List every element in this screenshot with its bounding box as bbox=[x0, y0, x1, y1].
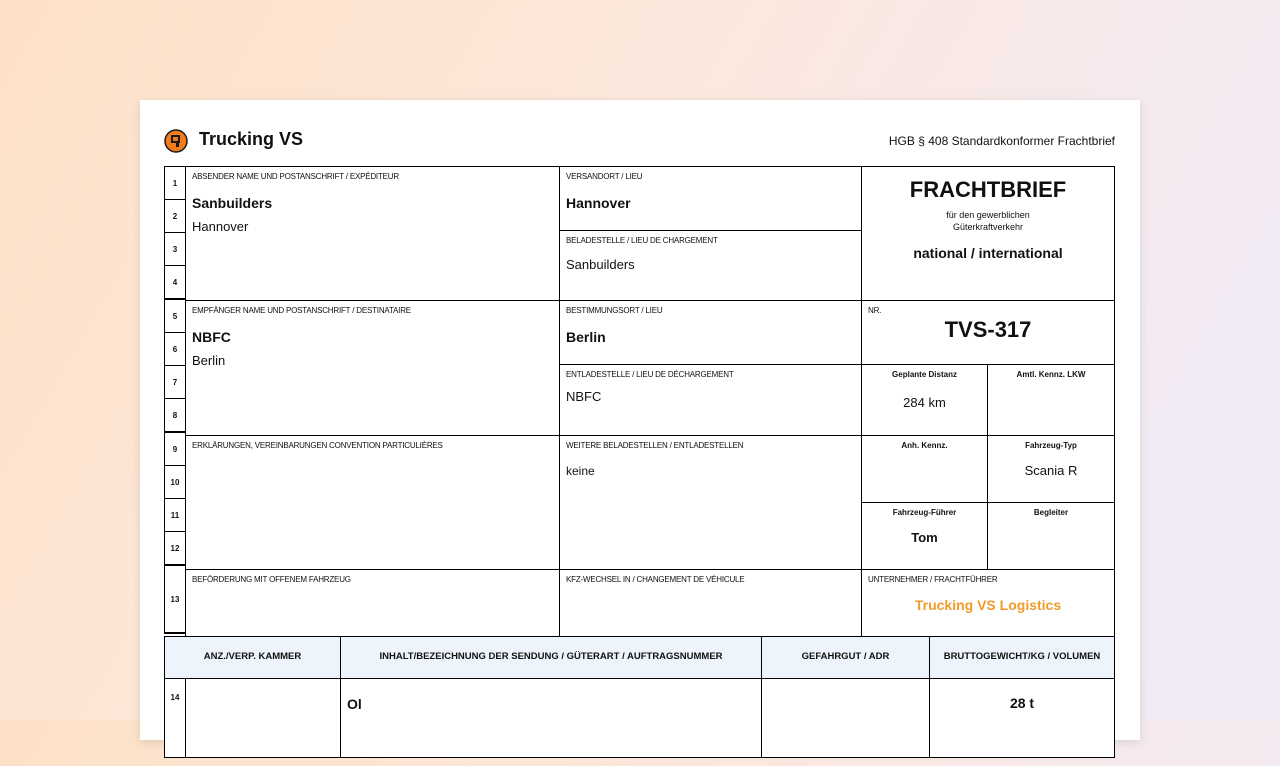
shipping-place-label: VERSANDORT / LIEU bbox=[566, 172, 643, 181]
driver-field[interactable] bbox=[861, 502, 988, 570]
vehicle-type-label: Fahrzeug-Typ bbox=[1025, 441, 1077, 450]
standard-compliance-text: HGB § 408 Standardkonformer Frachtbrief bbox=[888, 134, 1115, 148]
trailer-plate-label: Anh. Kennz. bbox=[901, 441, 948, 450]
waybill-number-field[interactable] bbox=[861, 300, 1115, 365]
row-number: 13 bbox=[165, 565, 186, 633]
row-number: 5 bbox=[165, 299, 186, 333]
column-header-count: ANZ./VERP. KAMMER bbox=[164, 636, 341, 679]
waybill-document bbox=[140, 100, 1140, 740]
waybill-form bbox=[164, 166, 1115, 766]
unloading-place-label: ENTLADESTELLE / LIEU DE DÉCHARGEMENT bbox=[566, 370, 734, 379]
truck-plate-field[interactable] bbox=[987, 364, 1115, 436]
subtitle-line-1: für den gewerblichen bbox=[946, 210, 1030, 220]
subtitle-line-2: Güterkraftverkehr bbox=[952, 222, 1024, 232]
vehicle-change-label: KFZ-WECHSEL IN / CHANGEMENT DE VÉHICULE bbox=[566, 575, 745, 584]
count-cell[interactable] bbox=[185, 678, 341, 758]
sender-name: Sanbuilders bbox=[192, 195, 273, 211]
waybill-scope: national / international bbox=[913, 245, 1063, 261]
planned-distance-value: 284 km bbox=[903, 395, 946, 410]
destination-field[interactable] bbox=[559, 300, 862, 365]
row-number: 7 bbox=[165, 366, 186, 399]
row-number: 12 bbox=[165, 532, 186, 566]
row-number: 6 bbox=[165, 333, 186, 366]
unloading-place-value: NBFC bbox=[566, 389, 602, 404]
row-number: 2 bbox=[165, 200, 186, 233]
brand-name: Trucking VS bbox=[199, 129, 304, 149]
open-vehicle-label: BEFÖRDERUNG MIT OFFENEM FAHRZEUG bbox=[192, 575, 351, 584]
column-header-hazard: GEFAHRGUT / ADR bbox=[761, 636, 930, 679]
recipient-city: Berlin bbox=[192, 353, 226, 368]
sender-label: ABSENDER NAME UND POSTANSCHRIFT / EXPÉDITEUR bbox=[192, 172, 399, 181]
column-header-content: INHALT/BEZEICHNUNG DER SENDUNG / GÜTERART / AUFTRAGSNUMMER bbox=[340, 636, 762, 679]
vehicle-change-field[interactable] bbox=[559, 569, 862, 637]
trailer-plate-field[interactable] bbox=[861, 435, 988, 503]
planned-distance-label: Geplante Distanz bbox=[892, 370, 957, 379]
sender-city: Hannover bbox=[192, 219, 249, 234]
row-number: 4 bbox=[165, 266, 186, 300]
unloading-place-field[interactable] bbox=[559, 364, 862, 436]
truck-logo-icon bbox=[164, 129, 188, 153]
row-number: 8 bbox=[165, 399, 186, 433]
recipient-label: EMPFÄNGER NAME UND POSTANSCHRIFT / DESTINATAIRE bbox=[192, 306, 411, 315]
truck-plate-label: Amtl. Kennz. LKW bbox=[1016, 370, 1086, 379]
shipping-place-field[interactable] bbox=[559, 166, 862, 231]
vehicle-type-value: Scania R bbox=[1024, 463, 1078, 478]
content-cell[interactable] bbox=[340, 678, 762, 758]
recipient-name: NBFC bbox=[192, 329, 231, 345]
driver-label: Fahrzeug-Führer bbox=[892, 508, 957, 517]
content-value: Ol bbox=[347, 696, 362, 712]
further-stops-value: keine bbox=[566, 464, 595, 478]
carrier-field[interactable] bbox=[861, 569, 1115, 637]
vehicle-type-field[interactable] bbox=[987, 435, 1115, 503]
weight-cell[interactable] bbox=[929, 678, 1115, 758]
document-header bbox=[164, 128, 1115, 154]
loading-place-value: Sanbuilders bbox=[566, 257, 635, 272]
row-number-cell bbox=[164, 678, 186, 758]
driver-value: Tom bbox=[911, 530, 938, 545]
waybill-number-label: NR. bbox=[868, 306, 882, 315]
carrier-label: UNTERNEHMER / FRACHTFÜHRER bbox=[868, 575, 998, 584]
loading-place-label: BELADESTELLE / LIEU DE CHARGEMENT bbox=[566, 236, 718, 245]
loading-place-field[interactable] bbox=[559, 230, 862, 301]
row-number-column bbox=[164, 166, 186, 634]
waybill-title: FRACHTBRIEF bbox=[909, 177, 1067, 202]
waybill-number-value: TVS-317 bbox=[944, 317, 1032, 342]
open-vehicle-field[interactable] bbox=[185, 569, 560, 637]
sender-field[interactable] bbox=[185, 166, 560, 301]
row-number: 14 bbox=[170, 693, 180, 702]
hazard-cell[interactable] bbox=[761, 678, 930, 758]
row-number: 10 bbox=[165, 466, 186, 499]
shipping-place-value: Hannover bbox=[566, 195, 631, 211]
weight-value: 28 t bbox=[1009, 695, 1035, 711]
destination-value: Berlin bbox=[566, 329, 606, 345]
further-stops-label: WEITERE BELADESTELLEN / ENTLADESTELLEN bbox=[566, 441, 744, 450]
row-number: 11 bbox=[165, 499, 186, 532]
column-header-weight: BRUTTOGEWICHT/KG / VOLUMEN bbox=[929, 636, 1115, 679]
declarations-field[interactable] bbox=[185, 435, 560, 570]
row-number: 9 bbox=[165, 432, 186, 466]
waybill-subtitle bbox=[862, 209, 1114, 233]
recipient-field[interactable] bbox=[185, 300, 560, 436]
companion-field[interactable] bbox=[987, 502, 1115, 570]
row-number: 1 bbox=[165, 167, 186, 200]
planned-distance-field[interactable] bbox=[861, 364, 988, 436]
destination-label: BESTIMMUNGSORT / LIEU bbox=[566, 306, 663, 315]
companion-label: Begleiter bbox=[1033, 508, 1069, 517]
further-stops-field[interactable] bbox=[559, 435, 862, 570]
declarations-label: ERKLÄRUNGEN, VEREINBARUNGEN CONVENTION PARTICULIÈRES bbox=[192, 441, 443, 450]
waybill-title-block bbox=[861, 166, 1115, 301]
row-number: 3 bbox=[165, 233, 186, 266]
carrier-value: Trucking VS Logistics bbox=[914, 597, 1062, 613]
